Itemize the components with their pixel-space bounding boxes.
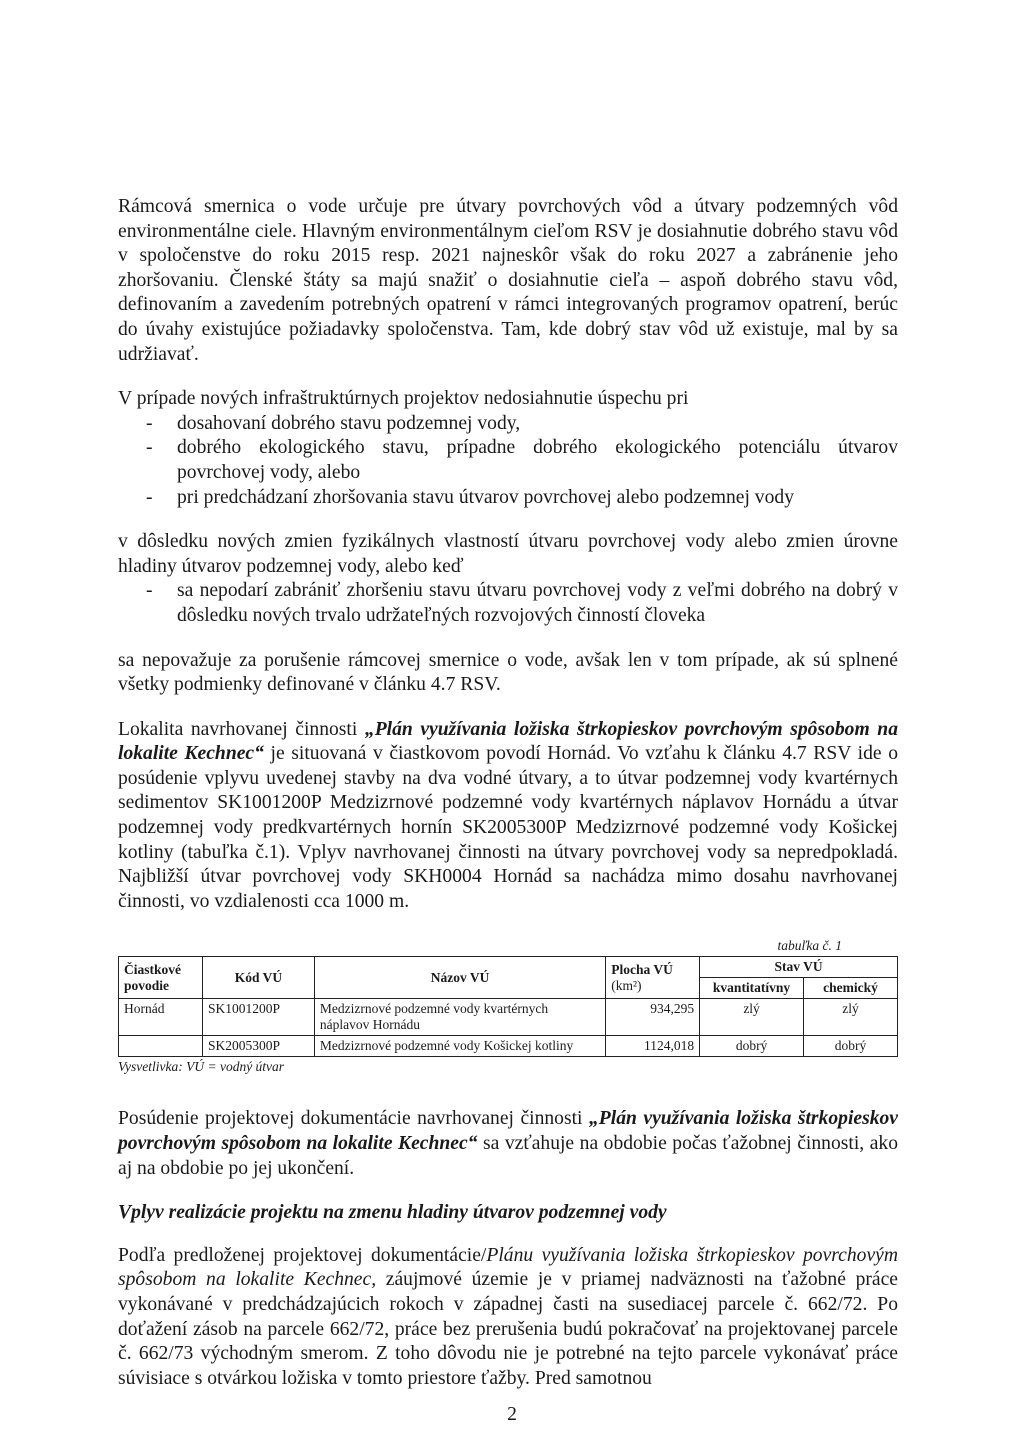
list-item: - pri predchádzaní zhoršovania stavu útvarov povrchovej alebo podzemnej vody (118, 486, 898, 511)
header-label: Plocha VÚ (611, 961, 673, 977)
cell-kod: SK2005300P (202, 1036, 314, 1057)
project-title-italic: Plánu využívania ložiska štrkopieskov povrchovým spôsobom na lokalite Kechnec, (118, 1244, 898, 1291)
text-run: sa vzťahuje na obdobie počas ťažobnej činnosti, ako aj na obdobie po jej ukončení. (118, 1133, 898, 1179)
paragraph-project-documentation (118, 1244, 898, 1392)
cell-plocha: 1124,018 (606, 1036, 700, 1057)
bullet-list-deterioration (118, 579, 898, 628)
project-title: „Plán využívania ložiska štrkopieskov povrchovým spôsobom na lokalite Kechnec“ (118, 1108, 898, 1155)
paragraph-locality (118, 718, 898, 915)
table-header-row (119, 957, 898, 978)
cell-kvantitativny: zlý (700, 999, 804, 1036)
cell-nazov: Medzizrnové podzemné vody kvartérnych náplavov Hornádu (314, 999, 605, 1036)
column-header-povodie: Čiastkové povodie (119, 957, 203, 999)
cell-plocha: 934,295 (606, 999, 700, 1036)
column-header-kvantitativny: kvantitatívny (700, 978, 804, 999)
cell-kod: SK1001200P (202, 999, 314, 1036)
paragraph-rsv-goals: Rámcová smernica o vode určuje pre útvary povrchových vôd a útvary podzemných vôd environmentálne ciele. Hlavným environmentálnym cieľom RSV je dosiahnutie dobrého stavu vôd v spoločenstve do roku 2015 resp. 2021 najneskôr však do roku 2027 a zabránenie jeho zhoršovaniu. Členské štáty sa majú snažiť o dosiahnutie cieľa – aspoň dobrého stavu vôd, definovaním a zavedením potrebných opatrení v rámci integrovaných programov opatrení, berúc do úvahy existujúce požiadavky spoločenstva. Tam, kde dobrý stav vôd už existuje, mal by sa udržiavať. (118, 196, 898, 365)
table-caption: tabuľka č. 1 (777, 938, 842, 954)
paragraph-consequences-intro: v dôsledku nových zmien fyzikálnych vlastností útvaru povrchovej vody alebo zmien úrovne hladiny útvarov podzemnej vody, alebo keď (118, 531, 898, 577)
cell-kvantitativny: dobrý (700, 1036, 804, 1057)
table-row (119, 1036, 898, 1057)
project-title: „Plán využívania ložiska štrkopieskov povrchovým spôsobom na lokalite Kechnec“ (118, 718, 898, 765)
cell-chemicky: zlý (804, 999, 898, 1036)
column-header-stav: Stav VÚ (700, 957, 898, 978)
list-item: - dobrého ekologického stavu, prípadne dobrého ekologického potenciálu útvarov povrchovej vody, alebo (118, 436, 898, 485)
cell-povodie: Hornád (119, 999, 203, 1036)
paragraph-not-violation: sa nepovažuje za porušenie rámcovej smernice o vode, avšak len v tom prípade, ak sú splnené všetky podmienky definované v článku 4.7 RSV. (118, 649, 898, 696)
section-heading: Vplyv realizácie projektu na zmenu hladiny útvarov podzemnej vody (118, 1202, 667, 1224)
list-item: - dosahovaní dobrého stavu podzemnej vody, (118, 412, 898, 437)
text-run: je situovaná v čiastkovom povodí Hornád. Vo vzťahu k článku 4.7 RSV ide o posúdenie vplyvu uvedenej stavby na dva vodné útvary, a to útvar podzemnej vody kvartérnych sedimentov SK1001200P Medzizrnové podzemné vody kvartérnych náplavov Hornádu a útvar podzemnej vody predkvartérnych hornín SK2005300P Medzizrnové podzemné vody Košickej kotliny (tabuľka č.1). Vplyv navrhovanej činnosti na útvary povrchovej vody sa nepredpokladá. Najbližší útvar povrchovej vody SKH0004 Hornád sa nachádza mimo dosahu navrhovanej činnosti, vo vzdialenosti cca 1000 m. (118, 743, 898, 912)
cell-povodie (119, 1036, 203, 1057)
table-note: Vysvetlivka: VÚ = vodný útvar (118, 1059, 285, 1075)
paragraph-assessment (118, 1107, 898, 1181)
table-row (119, 999, 898, 1036)
cell-chemicky: dobrý (804, 1036, 898, 1057)
water-bodies-table (118, 956, 898, 1057)
text-run: Lokalita navrhovanej činnosti (118, 718, 365, 740)
column-header-kod: Kód VÚ (202, 957, 314, 999)
bullet-list-failures (118, 412, 898, 510)
column-header-nazov: Názov VÚ (314, 957, 605, 999)
list-item: - sa nepodarí zabrániť zhoršeniu stavu útvaru povrchovej vody z veľmi dobrého na dobrý v dôsledku nových trvalo udržateľných rozvojových činností človeka (118, 579, 898, 628)
column-header-chemicky: chemický (804, 978, 898, 999)
paragraph-infrastructure-intro: V prípade nových infraštruktúrnych projektov nedosiahnutie úspechu pri (118, 388, 689, 410)
unit-label: (km²) (611, 977, 642, 993)
page-number: 2 (507, 1404, 517, 1425)
text-run: Podľa predloženej projektovej dokumentácie/ (118, 1244, 487, 1266)
column-header-plocha (606, 957, 700, 999)
text-run: záujmové územie je v priamej nadväznosti na ťažobné práce vykonávané v predchádzajúcich rokoch v západnej časti na susediacej parcele č. 662/72. Po doťažení zásob na parcele 662/72, práce bez prerušenia budú pokračovať na projektovanej parcele č. 662/73 východným smerom. Z toho dôvodu nie je potrebné na tejto parcele vykonávať práce súvisiace s otvárkou ložiska v tomto priestore ťažby. Pred samotnou (118, 1269, 898, 1389)
text-run: Posúdenie projektovej dokumentácie navrhovanej činnosti (118, 1108, 589, 1130)
page-content (118, 195, 898, 1391)
cell-nazov: Medzizrnové podzemné vody Košickej kotliny (314, 1036, 605, 1057)
